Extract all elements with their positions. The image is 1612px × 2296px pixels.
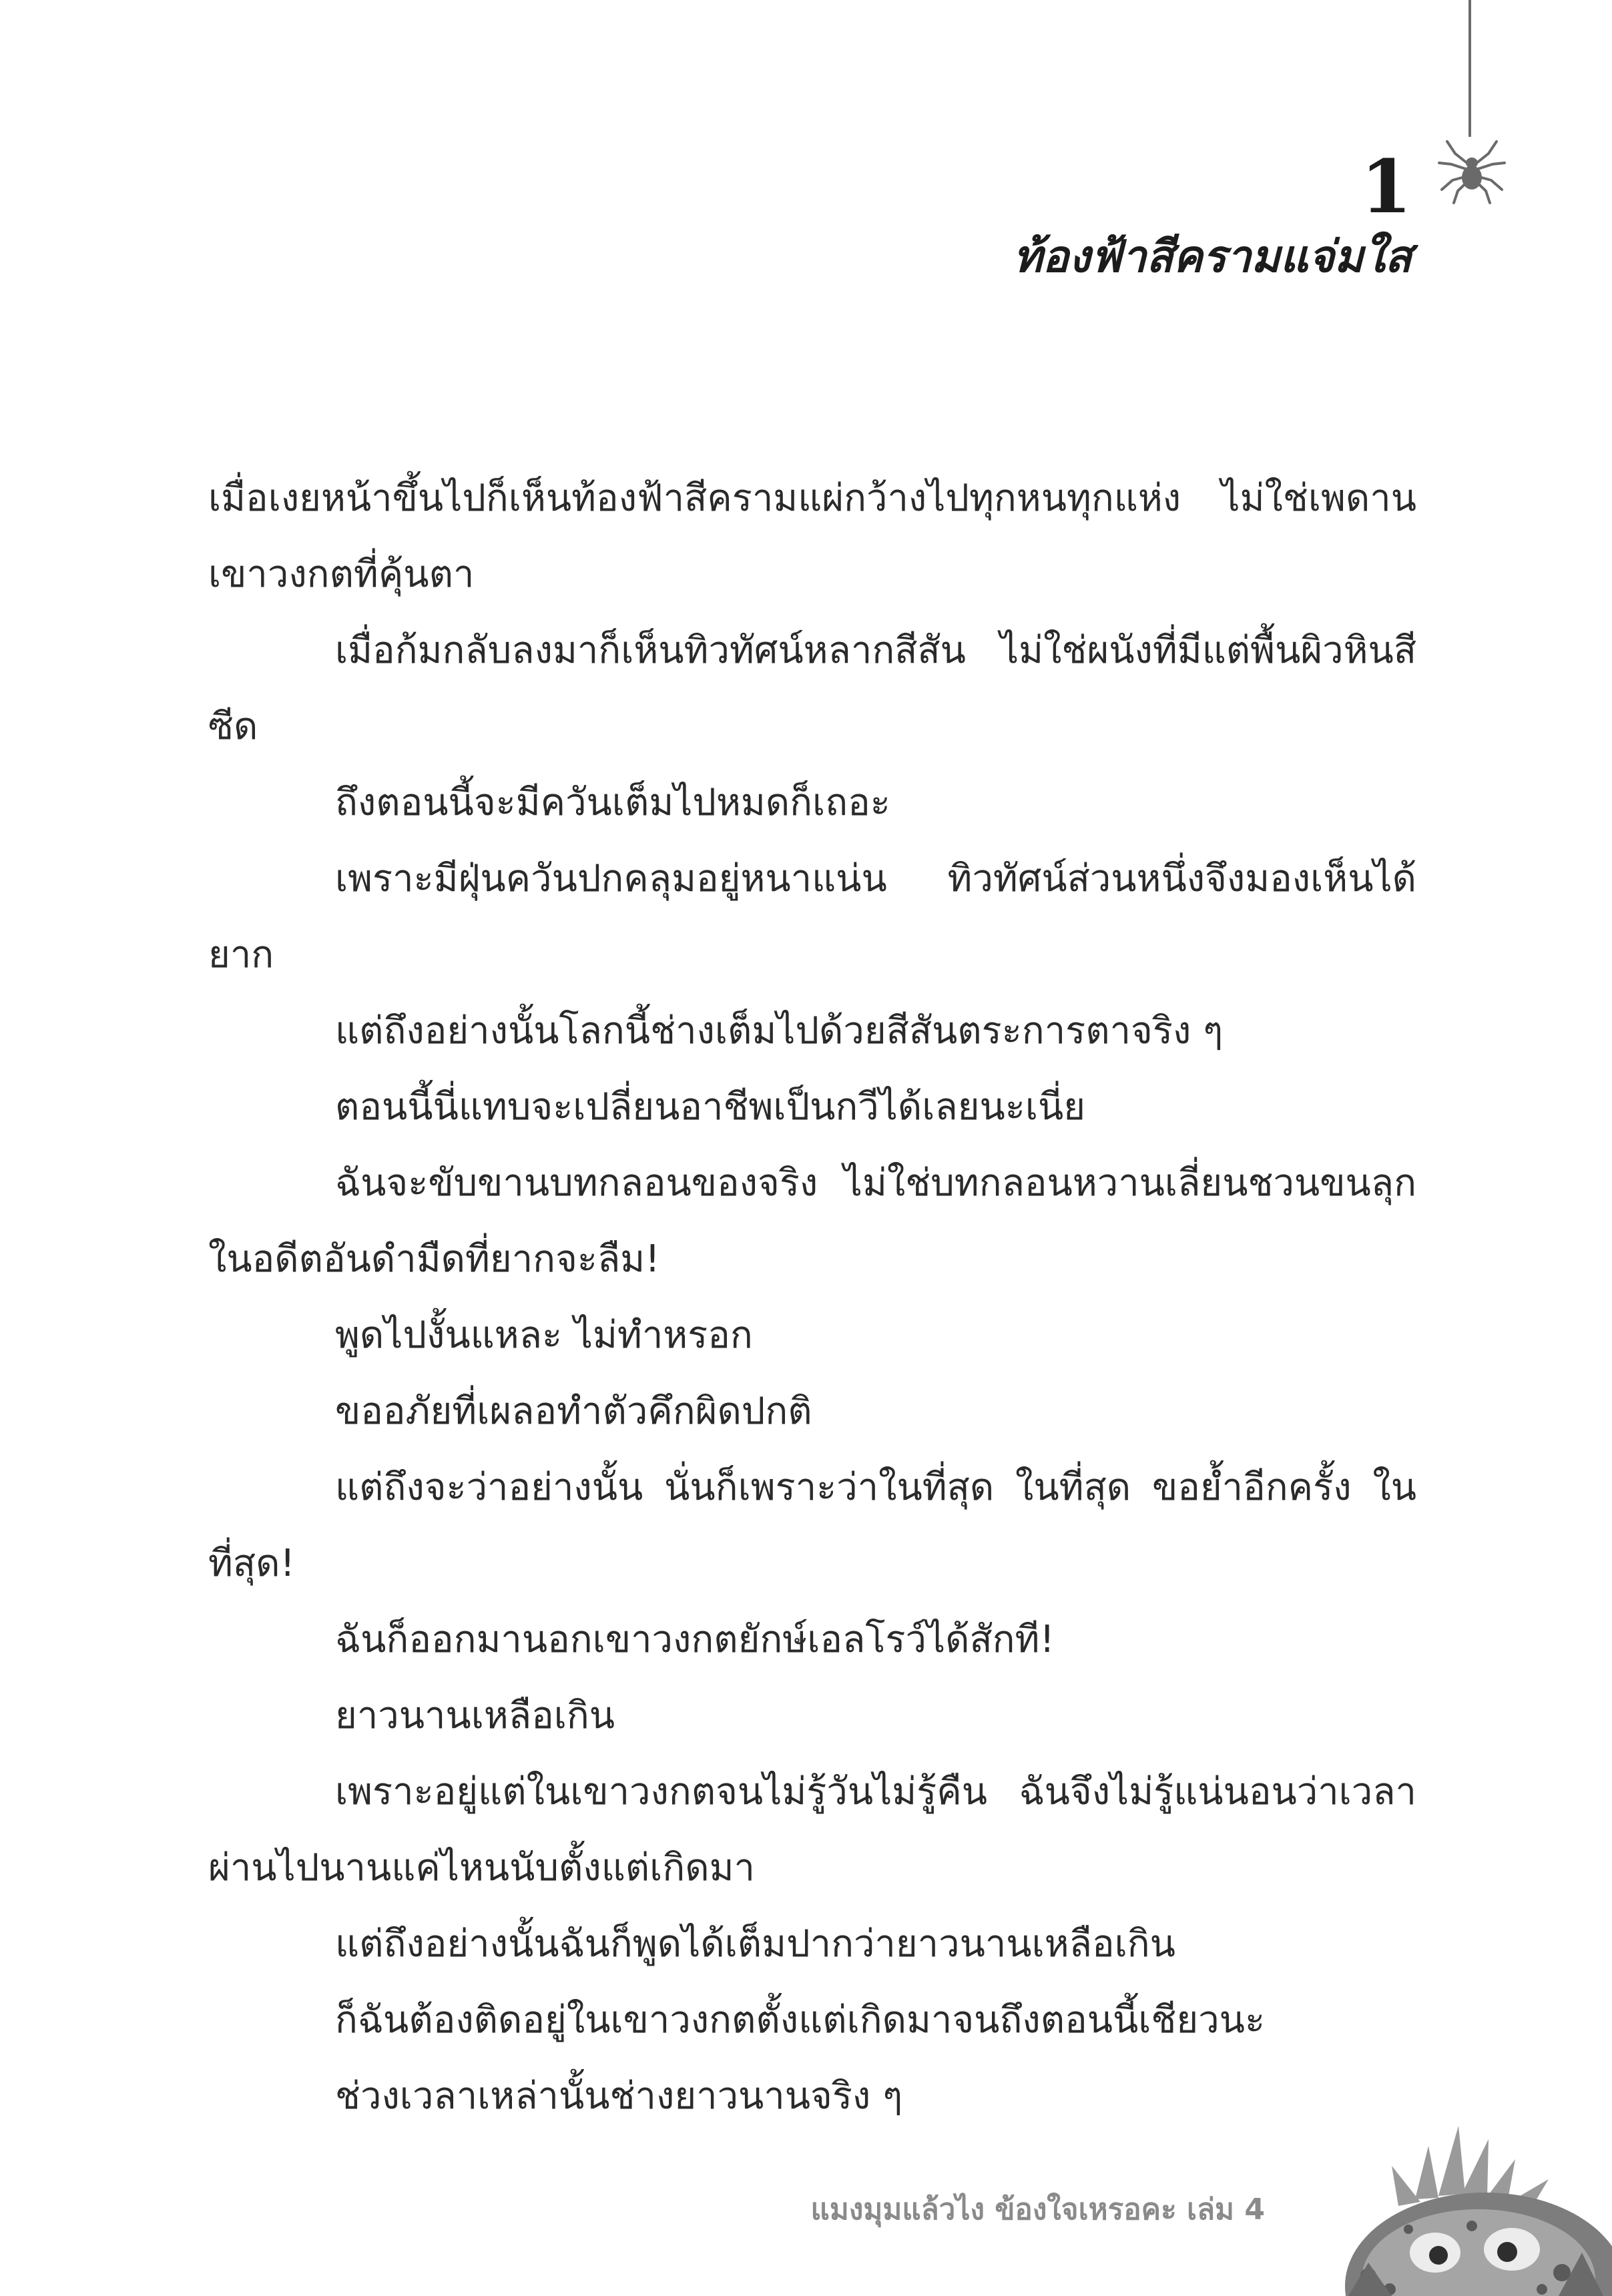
paragraph: ตอนนี้นี่แทบจะเปลี่ยนอาชีพเป็นกวีได้เลยนะเนี่ย [335, 1085, 1086, 1129]
paragraph: แต่ถึงอย่างนั้นฉันก็พูดได้เต็มปากว่ายาวนานเหลือเกิน [335, 1922, 1175, 1966]
paragraph: ช่วงเวลาเหล่านั้นช่างยาวนานจริง ๆ [335, 2074, 903, 2118]
body-text [208, 461, 1416, 2134]
paragraph: เพราะมีฝุ่นควันปกคลุมอยู่หนาแน่น ทิวทัศน์ส่วนหนึ่งจึงมองเห็นได้ยาก [208, 857, 1416, 976]
chapter-title: ท้องฟ้าสีครามแจ่มใส [1013, 231, 1412, 282]
spider-thread [1468, 0, 1471, 137]
paragraph: ยาวนานเหลือเกิน [335, 1694, 615, 1737]
paragraph: ฉันจะขับขานบทกลอนของจริง ไม่ใช่บทกลอนหวานเลี่ยนชวนขนลุกในอดีตอันดำมืดที่ยากจะลืม! [208, 1161, 1416, 1281]
chapter-number: 1 [1360, 144, 1412, 230]
paragraph: ก็ฉันต้องติดอยู่ในเขาวงกตตั้งแต่เกิดมาจนถึงตอนนี้เชียวนะ [335, 1998, 1266, 2042]
paragraph: ฉันก็ออกมานอกเขาวงกตยักษ์เอลโรว์ได้สักที! [335, 1618, 1055, 1661]
spider-icon [1435, 133, 1509, 207]
monster-illustration [1328, 2119, 1612, 2296]
paragraph: ถึงตอนนี้จะมีควันเต็มไปหมดก็เถอะ [335, 781, 890, 824]
paragraph: เมื่อก้มกลับลงมาก็เห็นทิวทัศน์หลากสีสัน ไม่ใช่ผนังที่มีแต่พื้นผิวหินสีซีด [208, 629, 1416, 748]
paragraph: เมื่อเงยหน้าขึ้นไปก็เห็นท้องฟ้าสีครามแผ่กว้างไปทุกหนทุกแห่ง ไม่ใช่เพดานเขาวงกตที่คุ้นตา [208, 477, 1416, 596]
running-footer: แมงมุมแล้วไง ข้องใจเหรอคะ เล่ม 4 [810, 2193, 1265, 2227]
paragraph: แต่ถึงอย่างนั้นโลกนี้ช่างเต็มไปด้วยสีสันตระการตาจริง ๆ [335, 1009, 1224, 1053]
paragraph: พูดไปงั้นแหละ ไม่ทำหรอก [335, 1314, 753, 1357]
paragraph: ขออภัยที่เผลอทำตัวคึกผิดปกติ [335, 1390, 812, 1433]
paragraph: เพราะอยู่แต่ในเขาวงกตจนไม่รู้วันไม่รู้คืน ฉันจึงไม่รู้แน่นอนว่าเวลาผ่านไปนานแค่ไหนนับตั้งแต่เกิดมา [208, 1770, 1416, 1890]
paragraph: แต่ถึงจะว่าอย่างนั้น นั่นก็เพราะว่าในที่สุด ในที่สุด ขอย้ำอีกครั้ง ในที่สุด! [208, 1466, 1416, 1585]
